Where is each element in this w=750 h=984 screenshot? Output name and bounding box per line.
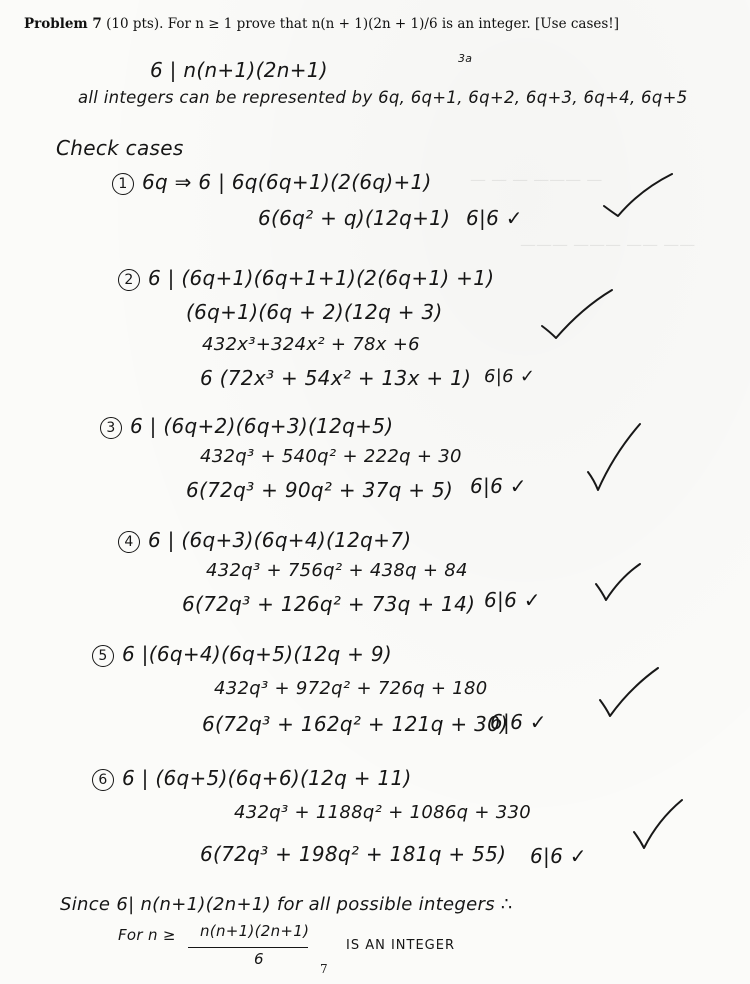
case-2-line-3: 432x³+324x² + 78x +6 <box>202 334 420 355</box>
checkmark-icon <box>592 560 644 608</box>
case-4-line-2: 432q³ + 756q² + 438q + 84 <box>206 560 468 581</box>
case-5-line-2: 432q³ + 972q² + 726q + 180 <box>214 678 488 699</box>
case-5-line-1: 5 6 |(6q+4)(6q+5)(12q + 9) <box>92 642 392 667</box>
case-number: 5 <box>92 645 114 667</box>
checkmark-icon <box>584 420 644 500</box>
case-5-line-3: 6(72q³ + 162q² + 121q + 30) <box>202 712 509 736</box>
case-1-line-1: 1 6q ⇒ 6 | 6q(6q+1)(2(6q)+1) <box>112 170 432 195</box>
problem-header <box>24 16 619 32</box>
case-number: 3 <box>100 417 122 439</box>
case-number: 4 <box>118 531 140 553</box>
case-4-result: 6|6 ✓ <box>484 588 541 612</box>
case-2-line-4: 6 (72x³ + 54x² + 13x + 1) <box>200 366 472 390</box>
case-6-line-1: 6 6 | (6q+5)(6q+6)(12q + 11) <box>92 766 412 791</box>
problem-points: (10 pts). <box>106 16 164 32</box>
fraction-numerator: n(n+1)(2n+1) <box>200 922 310 940</box>
conclusion-line-1: Since 6| n(n+1)(2n+1) for all possible integers ∴ <box>60 894 513 915</box>
case-1-line-2: 6(6q² + q)(12q+1) <box>258 206 451 230</box>
fraction-denominator: 6 <box>254 950 264 968</box>
case-3-line-3: 6(72q³ + 90q² + 37q + 5) <box>186 478 454 502</box>
bleed-through: ——— ——— —— —— <box>520 235 696 254</box>
case-number: 1 <box>112 173 134 195</box>
case-5-result: 6|6 ✓ <box>490 710 547 734</box>
checkmark-icon <box>538 286 618 346</box>
case-2-result: 6|6 ✓ <box>484 366 536 387</box>
conclusion-prefix: For n ≥ <box>118 926 176 944</box>
case-3-line-2: 432q³ + 540q² + 222q + 30 <box>200 446 462 467</box>
case-1-result: 6|6 ✓ <box>466 206 523 230</box>
case-6-result: 6|6 ✓ <box>530 844 587 868</box>
case-6-line-2: 432q³ + 1188q² + 1086q + 330 <box>234 802 532 823</box>
representation-line: all integers can be represented by 6q, 6q+1, 6q+2, 6q+3, 6q+4, 6q+5 <box>78 88 688 107</box>
case-4-line-3: 6(72q³ + 126q² + 73q + 14) <box>182 592 476 616</box>
case-number: 6 <box>92 769 114 791</box>
checkmark-icon <box>630 796 686 856</box>
case-2-line-1: 2 6 | (6q+1)(6q+1+1)(2(6q+1) +1) <box>118 266 494 291</box>
margin-note: 3a <box>458 52 473 65</box>
case-3-line-1: 3 6 | (6q+2)(6q+3)(12q+5) <box>100 414 393 439</box>
conclusion-suffix: IS AN INTEGER <box>346 938 456 953</box>
case-2-line-2: (6q+1)(6q + 2)(12q + 3) <box>186 300 443 324</box>
bleed-through: — — — ——— — <box>470 170 603 189</box>
case-number: 2 <box>118 269 140 291</box>
problem-label: Problem 7 <box>24 16 102 32</box>
page-number: 7 <box>320 962 328 976</box>
case-3-result: 6|6 ✓ <box>470 474 527 498</box>
case-4-line-1: 4 6 | (6q+3)(6q+4)(12q+7) <box>118 528 411 553</box>
fraction-bar <box>188 947 308 948</box>
claim: 6 | n(n+1)(2n+1) <box>150 58 328 82</box>
problem-statement: For n ≥ 1 prove that n(n + 1)(2n + 1)/6 is an integer. [Use cases!] <box>167 16 620 32</box>
case-6-line-3: 6(72q³ + 198q² + 181q + 55) <box>200 842 507 866</box>
check-cases-label: Check cases <box>56 136 184 160</box>
checkmark-icon <box>596 664 662 724</box>
checkmark-icon <box>600 170 680 224</box>
